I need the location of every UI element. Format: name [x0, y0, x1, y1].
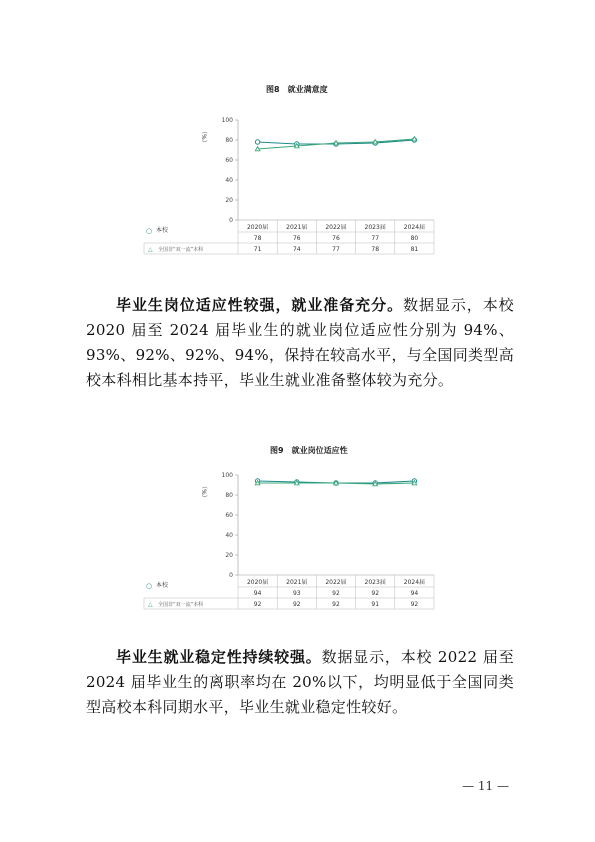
data-label: 94	[410, 590, 419, 597]
data-label: 91	[371, 601, 380, 608]
data-label: 71	[253, 246, 262, 253]
legend-marker-national: △	[148, 246, 153, 253]
x-tick-label: 2021届	[286, 579, 308, 586]
data-label: 92	[371, 590, 380, 597]
paragraph	[86, 293, 514, 393]
data-label: 76	[332, 235, 340, 242]
data-label: 76	[292, 235, 301, 242]
line-chart	[140, 455, 440, 615]
y-axis-label: （%）	[200, 483, 207, 501]
x-tick-label: 2023届	[364, 579, 386, 586]
legend-label-national: 全国非“双一流”本科	[158, 602, 204, 608]
data-label: 92	[332, 601, 340, 608]
paragraph-lead: 毕业生就业稳定性持续较强。	[116, 648, 322, 666]
y-tick-label: 60	[225, 512, 233, 519]
data-label: 77	[371, 235, 380, 242]
data-label: 94	[253, 590, 262, 597]
y-tick-label: 100	[221, 117, 233, 124]
y-tick-label: 0	[229, 572, 233, 579]
x-tick-label: 2022届	[325, 224, 347, 231]
x-tick-label: 2021届	[286, 224, 308, 231]
y-tick-label: 100	[221, 472, 233, 479]
paragraph-lead: 毕业生岗位适应性较强，就业准备充分。	[116, 296, 404, 314]
x-tick-label: 2023届	[364, 224, 386, 231]
data-label: 92	[332, 590, 340, 597]
x-tick-label: 2024届	[403, 579, 426, 586]
chart-title: 图9 就业岗位适应性	[270, 446, 348, 455]
data-point-national	[334, 141, 339, 145]
data-label: 92	[292, 601, 301, 608]
y-tick-label: 20	[225, 552, 233, 559]
paragraph	[86, 645, 514, 720]
legend-label-school: 本校	[156, 227, 169, 234]
y-tick-label: 40	[225, 532, 233, 539]
legend-marker-national: △	[148, 601, 153, 608]
y-axis-label: （%）	[200, 128, 207, 146]
chart-title: 图8 就业满意度	[266, 85, 328, 94]
y-tick-label: 20	[225, 197, 233, 204]
data-point-national	[412, 137, 417, 141]
y-tick-label: 40	[225, 177, 233, 184]
data-label: 92	[410, 601, 419, 608]
data-label: 77	[332, 246, 340, 253]
line-chart	[140, 100, 440, 260]
x-tick-label: 2024届	[403, 224, 426, 231]
data-point-national	[373, 140, 378, 144]
data-label: 81	[410, 246, 419, 253]
legend-label-national: 全国非“双一流”本科	[158, 247, 204, 253]
data-point-school	[255, 140, 259, 144]
data-label: 78	[371, 246, 380, 253]
x-tick-label: 2020届	[246, 579, 269, 586]
paragraph-body: 数据显示，本校 2020 届至 2024 届毕业生的就业岗位适应性分别为 94%、93%、92%、92%、94%，保持在较高水平，与全国同类型高校本科相比基本持平，毕业生就业准备整体较为充分。	[86, 296, 514, 389]
legend-label-school: 本校	[156, 582, 169, 589]
data-label: 93	[292, 590, 301, 597]
data-label: 78	[253, 235, 262, 242]
page-number: — 11 —	[462, 779, 509, 793]
x-tick-label: 2020届	[246, 224, 269, 231]
y-tick-label: 0	[229, 217, 233, 224]
y-tick-label: 80	[225, 492, 233, 499]
data-point-national	[255, 147, 260, 151]
y-tick-label: 80	[225, 137, 233, 144]
data-label: 80	[410, 235, 419, 242]
x-tick-label: 2022届	[325, 579, 347, 586]
y-tick-label: 60	[225, 157, 233, 164]
legend-marker-school: ○	[146, 227, 153, 235]
paragraph-body: 数据显示，本校 2022 届至 2024 届毕业生的离职率均在 20%以下，均明显低于全国同类型高校本科同期水平，毕业生就业稳定性较好。	[86, 648, 514, 716]
data-label: 92	[253, 601, 262, 608]
legend-marker-school: ○	[146, 582, 153, 590]
data-label: 74	[292, 246, 301, 253]
